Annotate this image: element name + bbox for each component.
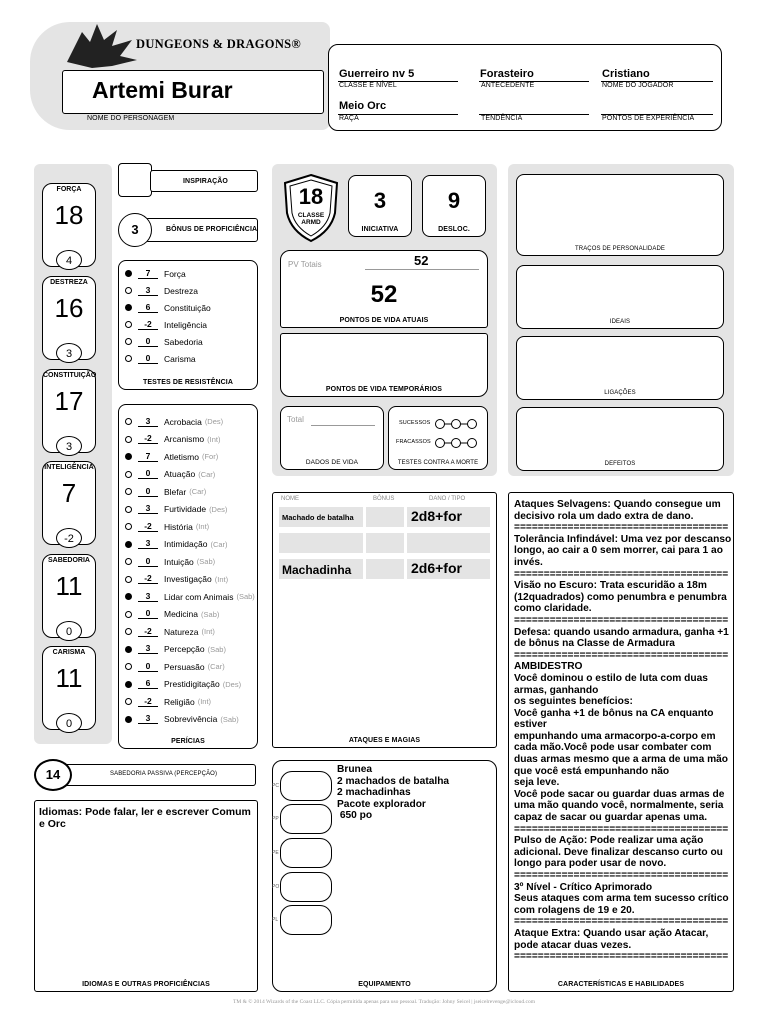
save-value: 0 <box>138 337 158 347</box>
prof-dot[interactable] <box>125 646 132 653</box>
passive-value[interactable]: 14 <box>34 759 72 791</box>
equipment-line: 650 po <box>337 810 373 822</box>
xp-label: PONTOS DE EXPERIÊNCIA <box>602 115 695 122</box>
skill-name: Natureza <box>164 626 199 637</box>
skill-attr: (Sab) <box>196 557 216 566</box>
ability-name: SABEDORIA <box>47 557 90 564</box>
skill-attr: (Des) <box>222 679 242 689</box>
ability-score[interactable]: 17 <box>54 386 84 416</box>
skill-row[interactable] <box>125 693 211 710</box>
skills-label: PERÍCIAS <box>171 738 205 745</box>
features-text[interactable]: Ataques Selvagens: Quando consegue um decisivo rola um dado extra de dano. ==================================== Tolerância Infindável: Uma vez por descanso longo, ao cair a 0 sem morrer, cai para 1 ao invés. ==================================== Visão no Escuro: Trata escuridão a 18m (12quadrados) como penumbra e penumbra como claridade. ==================================== Defesa: quando usando armadura, ganha +1 de bônus na Classe de Armadura ==================================== AMBIDESTRO Você dominou o estilo de luta com duas armas, ganhando os seguintes benefícios: Você ganha +1 de bônus na CA enquanto estiver empunhando uma armacorpo-a-corpo em cada mão.Você pode usar combater com duas armas mesmo que a arma de uma mão que você está empunhando não seja leve. Você pode sacar ou guardar duas armas de uma mão quando você, normalmente, seria capaz de sacar ou guardar apenas uma. ==================================== Pulso de Ação: Pode realizar uma ação adicional. Deve finalizar descanso curto ou longo para poder usar de novo. ==================================== 3º Nível - Crítico Aprimorado Seus ataques com arma tem sucesso crítico com rolagens de 19 e 20. ==================================== Ataque Extra: Quando usar ação Atacar, pode atacar duas vezes. ==================================== <box>514 499 732 963</box>
race-label: RAÇA <box>339 115 359 122</box>
skill-name: Sobrevivência <box>164 714 218 724</box>
save-value: 0 <box>138 354 158 364</box>
prof-dot[interactable] <box>125 611 132 618</box>
proficiency-value[interactable]: 3 <box>118 213 152 247</box>
save-name: Constituição <box>164 302 211 313</box>
hit-dice-label: DADOS DE VIDA <box>305 459 359 466</box>
save-name: Destreza <box>164 285 199 296</box>
skill-value: 3 <box>138 504 158 514</box>
skill-value: 0 <box>138 609 158 619</box>
ability-constitution <box>42 369 96 453</box>
attacks-box <box>272 492 497 748</box>
ability-modifier[interactable]: 3 <box>56 343 82 363</box>
ability-name: DESTREZA <box>50 279 88 286</box>
attack-bonus-cell[interactable] <box>366 533 404 553</box>
coin-ep-box[interactable] <box>280 838 332 868</box>
skill-name: Furtividade <box>164 504 207 514</box>
skill-name: Atuação <box>164 469 196 479</box>
attack-damage-cell[interactable] <box>407 533 490 553</box>
skill-value: 0 <box>138 487 158 497</box>
attacks-col-name: NOME <box>281 496 299 502</box>
speed-box <box>422 175 486 237</box>
skill-row[interactable] <box>125 553 215 570</box>
ability-score[interactable]: 11 <box>55 663 83 693</box>
skill-name: Persuasão <box>164 661 205 672</box>
save-name: Inteligência <box>164 319 208 330</box>
ability-score[interactable]: 11 <box>55 571 83 601</box>
ability-strength <box>42 183 96 267</box>
equipment-line: 2 machadinhas <box>337 787 411 799</box>
languages-text[interactable]: Idiomas: Pode falar, ler e escrever Comum e Orc <box>39 806 251 830</box>
armor-class-value[interactable]: 18 <box>298 184 324 209</box>
ability-modifier[interactable]: 4 <box>56 250 82 270</box>
skill-row[interactable] <box>125 466 215 483</box>
ability-charisma <box>42 646 96 730</box>
prof-dot[interactable] <box>125 355 132 362</box>
skill-name: Intimidação <box>164 539 208 549</box>
coin-ep-label: PE <box>272 850 279 856</box>
save-value: 6 <box>138 303 158 313</box>
skill-name: História <box>164 521 193 532</box>
prof-dot[interactable] <box>125 436 132 443</box>
ideals-box[interactable] <box>516 265 724 329</box>
coin-sp-box[interactable] <box>280 804 332 834</box>
ability-name: INTELIGÊNCIA <box>44 464 94 471</box>
skill-attr: (Car) <box>189 487 207 496</box>
prof-dot[interactable] <box>125 523 132 530</box>
class-level-label: CLASSE E NÍVEL <box>339 82 397 89</box>
skill-attr: (Sab) <box>220 714 239 724</box>
skill-value: -2 <box>138 697 158 707</box>
bonds-box[interactable] <box>516 336 724 400</box>
ability-intelligence <box>42 461 96 545</box>
skill-row[interactable] <box>125 588 255 605</box>
prof-dot[interactable] <box>125 321 132 328</box>
skill-row[interactable] <box>125 606 219 623</box>
skill-row[interactable] <box>125 641 226 658</box>
skill-name: Atletismo <box>164 451 199 462</box>
skill-value: 0 <box>138 662 158 672</box>
skill-row[interactable] <box>125 623 215 640</box>
attack-bonus-cell[interactable] <box>366 559 404 579</box>
skill-name: Religião <box>164 696 195 707</box>
prof-dot[interactable] <box>125 628 132 635</box>
player-name-label: NOME DO JOGADOR <box>602 82 674 89</box>
languages-box <box>34 800 258 992</box>
save-name: Sabedoria <box>164 336 203 347</box>
skill-attr: (Int) <box>201 627 215 636</box>
skill-attr: (Int) <box>197 697 212 706</box>
ability-dexterity <box>42 276 96 360</box>
prof-dot[interactable] <box>125 558 132 565</box>
hp-max-underline <box>365 269 479 270</box>
initiative-label: INICIATIVA <box>361 226 399 233</box>
skill-name: Prestidigitação <box>164 679 220 689</box>
passive-label: SABEDORIA PASSIVA (PERCEPÇÃO) <box>110 771 218 777</box>
skill-row[interactable] <box>125 518 209 535</box>
hp-current-box <box>280 250 488 328</box>
prof-dot[interactable] <box>125 698 132 705</box>
equipment-label: EQUIPAMENTO <box>358 981 411 988</box>
ability-name: FORÇA <box>56 186 82 193</box>
ability-name: CARISMA <box>52 649 86 656</box>
ability-modifier[interactable]: 0 <box>56 621 82 641</box>
skill-attr: (Car) <box>198 469 216 479</box>
death-saves-box <box>388 406 488 470</box>
skill-name: Medicina <box>164 609 199 619</box>
languages-label: IDIOMAS E OUTRAS PROFICIÊNCIAS <box>82 981 210 988</box>
coin-cp-label: PC <box>272 783 279 789</box>
prof-dot[interactable] <box>125 716 132 723</box>
save-name: Carisma <box>164 353 196 364</box>
prof-dot[interactable] <box>125 506 132 513</box>
coin-gp-label: PO <box>272 884 280 890</box>
attack-name: Machadinha <box>282 563 352 577</box>
skill-row[interactable] <box>125 483 206 500</box>
attacks-label: ATAQUES E MAGIAS <box>348 737 421 744</box>
background-label: ANTECEDENTE <box>481 82 535 89</box>
armor-class-label: CLASSE ARMD <box>297 212 325 226</box>
death-success-dots[interactable] <box>434 417 478 435</box>
coin-gp-box[interactable] <box>280 872 332 902</box>
skill-value: 3 <box>138 592 158 602</box>
save-row[interactable] <box>125 333 203 350</box>
skill-value: 0 <box>138 557 158 567</box>
skill-row[interactable] <box>125 448 218 465</box>
initiative-box <box>348 175 412 237</box>
character-name-label: NOME DO PERSONAGEM <box>87 115 175 122</box>
skill-value: 7 <box>138 452 158 462</box>
class-level[interactable]: Guerreiro nv 5 <box>339 68 415 80</box>
skill-attr: (Int) <box>195 522 210 531</box>
prof-dot[interactable] <box>125 338 132 345</box>
skill-name: Blefar <box>164 486 187 497</box>
inspiration-checkbox[interactable] <box>118 163 152 197</box>
prof-dot[interactable] <box>125 453 132 460</box>
skill-value: -2 <box>138 574 158 584</box>
skill-row[interactable] <box>125 536 228 553</box>
equipment-line: Pacote explorador <box>337 798 426 810</box>
ability-score[interactable]: 18 <box>54 200 84 230</box>
save-value: 3 <box>138 286 158 296</box>
hit-dice-total-label: Total <box>287 415 304 424</box>
attack-name: Machado de batalha <box>282 513 354 522</box>
skill-name: Lidar com Animais <box>164 591 234 602</box>
skill-attr: (Car) <box>207 662 225 671</box>
skill-name: Intuição <box>164 556 194 567</box>
traits-box[interactable] <box>516 174 724 256</box>
speed-value[interactable]: 9 <box>447 188 461 213</box>
skill-value: -2 <box>138 627 158 637</box>
dragon-logo-icon <box>62 22 142 72</box>
skill-attr: (Int) <box>207 434 221 444</box>
equipment-line: Brunea <box>337 764 373 775</box>
death-success-circles-icon[interactable] <box>434 418 478 430</box>
skills-box <box>118 404 258 749</box>
ability-name: CONSTITUIÇÃO <box>43 372 97 379</box>
initiative-value[interactable]: 3 <box>373 188 387 213</box>
hp-temp-box <box>280 333 488 397</box>
flaws-label: DEFEITOS <box>604 461 636 467</box>
alignment-label: TENDÊNCIA <box>481 115 523 122</box>
attack-damage: 2d6+for <box>411 560 462 576</box>
save-value: -2 <box>138 320 158 330</box>
footer-copyright: TM & © 2014 Wizards of the Coast LLC. Cópia permitida apenas para uso pessoal. Tradução: Johny Seicel | jseicelrevenge@icloud.com <box>232 999 536 1005</box>
name-underline <box>84 113 320 114</box>
skill-value: 3 <box>138 714 158 724</box>
hp-max-label: PV Totais <box>288 260 322 269</box>
prof-dot[interactable] <box>125 593 132 600</box>
proficiency-label: BÔNUS DE PROFICIÊNCIA <box>166 226 258 233</box>
skill-row[interactable] <box>125 431 221 448</box>
prof-dot[interactable] <box>125 663 132 670</box>
death-success-label: SUCESSOS <box>399 420 431 426</box>
skill-attr: (Car) <box>210 539 228 549</box>
prof-dot[interactable] <box>125 471 132 478</box>
hp-current-label: PONTOS DE VIDA ATUAIS <box>339 317 429 324</box>
skill-attr: (Des) <box>209 504 228 514</box>
ability-modifier[interactable]: 3 <box>56 436 82 456</box>
skill-attr: (Sab) <box>207 644 226 654</box>
skill-attr: (Int) <box>214 574 229 584</box>
hp-max-value[interactable]: 52 <box>414 253 429 268</box>
skill-row[interactable] <box>125 501 227 518</box>
save-row[interactable] <box>125 316 207 333</box>
death-fail-label: FRACASSOS <box>396 439 431 445</box>
prof-dot[interactable] <box>125 488 132 495</box>
death-saves-label: TESTES CONTRA A MORTE <box>397 460 479 466</box>
skill-row[interactable] <box>125 571 228 588</box>
speed-label: DESLOC. <box>438 226 470 233</box>
skill-value: -2 <box>138 434 158 444</box>
player-name[interactable]: Cristiano <box>602 68 650 80</box>
ability-modifier[interactable]: -2 <box>56 528 82 548</box>
ability-wisdom <box>42 554 96 638</box>
equipment-line: 2 machados de batalha <box>337 775 450 787</box>
skill-value: 6 <box>138 679 158 689</box>
save-value: 7 <box>138 269 158 279</box>
coin-pp-box[interactable] <box>280 905 332 935</box>
inspiration-label: INSPIRAÇÃO <box>183 178 228 185</box>
character-name[interactable]: Artemi Burar <box>92 77 233 103</box>
equipment-text[interactable] <box>337 764 449 822</box>
coin-cp-box[interactable] <box>280 771 332 801</box>
skill-attr: (Sab) <box>236 592 255 601</box>
skill-attr: (Des) <box>204 417 224 426</box>
death-fail-circles-icon[interactable] <box>434 437 478 449</box>
prof-dot[interactable] <box>125 287 132 294</box>
flaws-box[interactable] <box>516 407 724 471</box>
hp-current-value[interactable]: 52 <box>370 281 398 308</box>
race[interactable]: Meio Orc <box>339 100 387 112</box>
skill-name: Percepção <box>164 644 205 654</box>
saving-throws-box <box>118 260 258 390</box>
ability-score[interactable]: 7 <box>61 478 77 508</box>
skill-value: 3 <box>138 644 158 654</box>
save-row[interactable] <box>125 282 198 299</box>
skill-attr: (For) <box>201 452 219 461</box>
logo-text: DUNGEONS & DRAGONS® <box>136 37 302 51</box>
skill-row[interactable] <box>125 658 225 675</box>
prof-dot[interactable] <box>125 304 132 311</box>
prof-dot[interactable] <box>125 418 132 425</box>
save-row[interactable] <box>125 350 196 367</box>
skill-value: -2 <box>138 522 158 532</box>
coin-sp-label: PP <box>272 816 279 822</box>
skill-row[interactable] <box>125 711 239 728</box>
traits-label: TRAÇOS DE PERSONALIDADE <box>575 246 665 252</box>
hit-dice-box <box>280 406 384 470</box>
save-row[interactable] <box>125 299 211 316</box>
skill-name: Investigação <box>164 574 212 584</box>
skill-row[interactable] <box>125 676 241 693</box>
save-name: Força <box>164 268 186 279</box>
death-fail-dots[interactable] <box>434 436 478 454</box>
save-row[interactable] <box>125 265 186 282</box>
skill-value: 0 <box>138 469 158 479</box>
bonds-label: LIGAÇÕES <box>604 390 636 396</box>
attack-damage: 2d8+for <box>411 508 462 524</box>
prof-dot[interactable] <box>125 681 132 688</box>
ability-score[interactable]: 16 <box>54 293 84 323</box>
hit-dice-total-underline <box>311 425 375 426</box>
attack-name-cell[interactable] <box>279 533 363 553</box>
attack-bonus-cell[interactable] <box>366 507 404 527</box>
skill-attr: (Sab) <box>201 609 220 619</box>
hp-temp-label: PONTOS DE VIDA TEMPORÁRIOS <box>325 386 443 393</box>
saving-throws-label: TESTES DE RESISTÊNCIA <box>142 379 233 386</box>
attacks-col-bonus: BÔNUS <box>373 496 395 502</box>
prof-dot[interactable] <box>125 270 132 277</box>
prof-dot[interactable] <box>125 541 132 548</box>
features-box <box>508 492 734 992</box>
background[interactable]: Forasteiro <box>480 68 534 80</box>
ideals-label: IDEAIS <box>609 319 631 325</box>
features-label: CARACTERÍSTICAS E HABILIDADES <box>509 981 733 988</box>
skill-name: Arcanismo <box>164 434 205 444</box>
skill-name: Acrobacia <box>164 416 202 427</box>
skill-value: 3 <box>138 539 158 549</box>
coin-pp-label: PL <box>272 917 279 923</box>
ability-modifier[interactable]: 0 <box>56 713 82 733</box>
prof-dot[interactable] <box>125 576 132 583</box>
attacks-col-damage: DANO / TIPO <box>429 496 466 502</box>
skill-value: 3 <box>138 417 158 427</box>
skill-row[interactable] <box>125 413 223 430</box>
